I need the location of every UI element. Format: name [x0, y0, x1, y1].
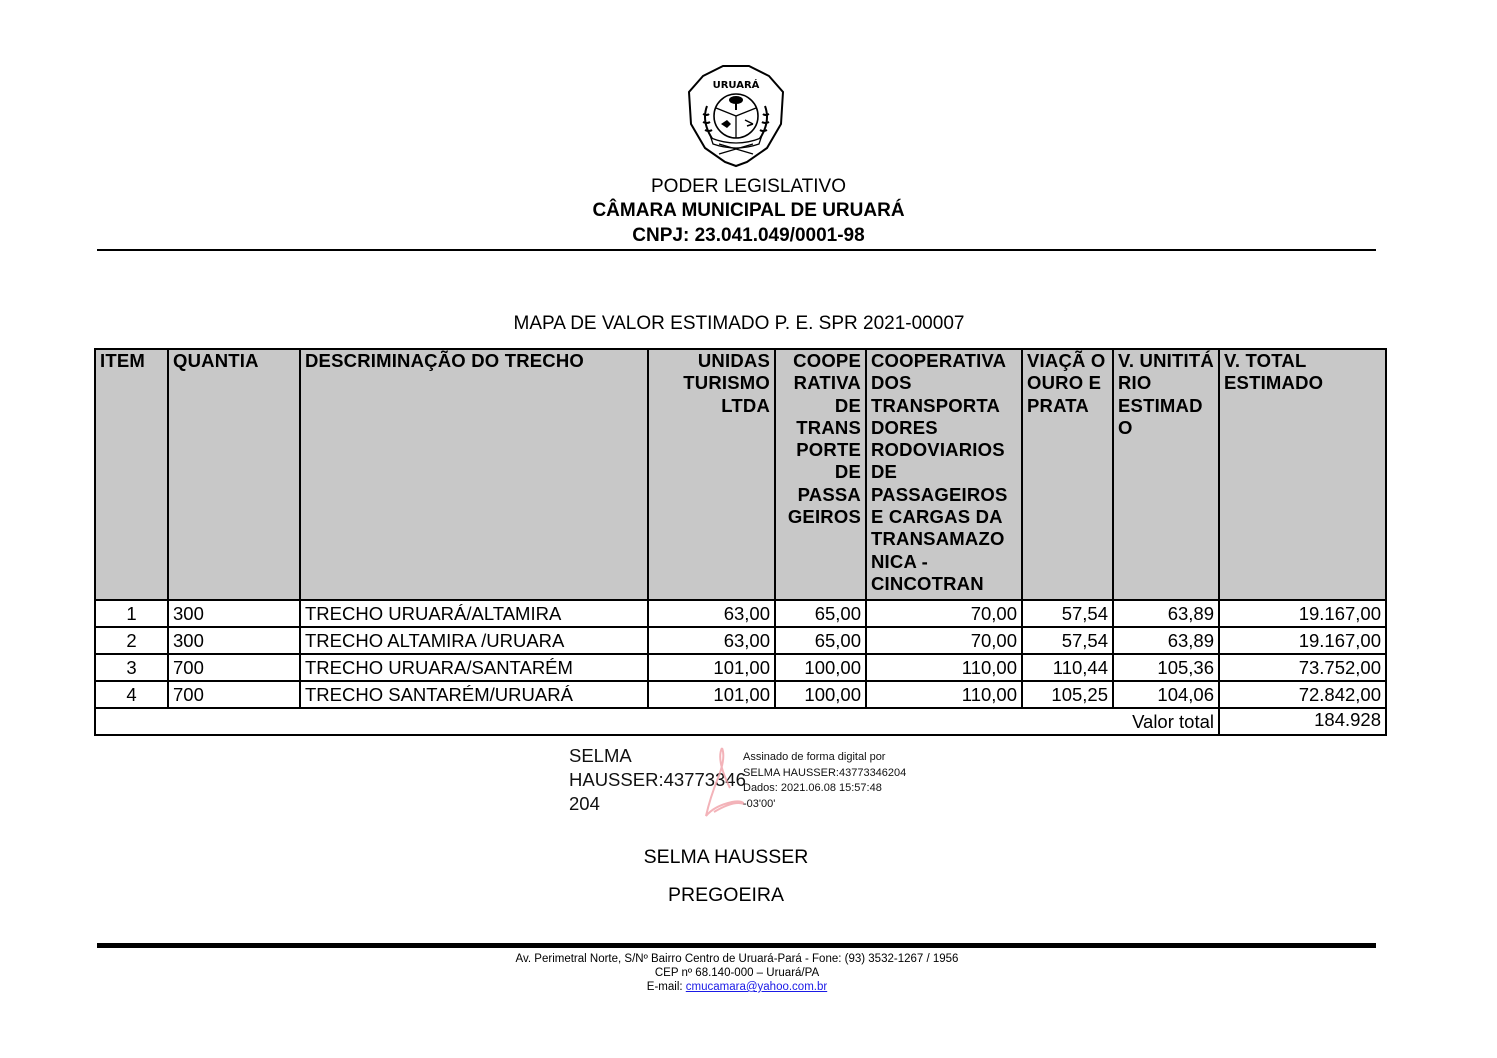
signer-name: SELMA HAUSSER — [643, 846, 809, 868]
cell-route: TRECHO URUARÁ/ALTAMIRA — [300, 600, 648, 627]
cell-item: 3 — [95, 654, 168, 681]
digital-signature-details — [743, 750, 906, 812]
cell-unidas: 63,00 — [648, 600, 775, 627]
cell-viacao: 105,25 — [1022, 681, 1113, 708]
cell-cooperativa: 100,00 — [775, 681, 866, 708]
cell-item: 4 — [95, 681, 168, 708]
signer-role: PREGOEIRA — [668, 884, 784, 906]
header-line-power: PODER LEGISLATIVO — [651, 176, 846, 197]
col-header-unit-value-label: V. UNITITÁ RIO ESTIMAD O — [1118, 350, 1214, 438]
cell-total-value: 19.167,00 — [1219, 600, 1386, 627]
cell-viacao: 57,54 — [1022, 600, 1113, 627]
signature-name-line: 204 — [569, 793, 600, 814]
footer-email-link[interactable]: cmucamara@yahoo.com.br — [685, 981, 828, 993]
col-header-unit-value — [1113, 349, 1219, 600]
coat-of-arms-icon — [683, 62, 789, 168]
footer-divider — [97, 943, 1376, 948]
cell-cooperativa: 100,00 — [775, 654, 866, 681]
table-row — [95, 600, 1386, 627]
cell-total-value: 19.167,00 — [1219, 627, 1386, 654]
col-header-route: DESCRIMINAÇÃO DO TRECHO — [300, 349, 648, 600]
signature-detail-line: Assinado de forma digital por — [743, 751, 886, 763]
cell-quantity: 300 — [168, 627, 300, 654]
cell-viacao: 110,44 — [1022, 654, 1113, 681]
document-title: MAPA DE VALOR ESTIMADO P. E. SPR 2021-00007 — [513, 313, 965, 334]
col-header-total-value — [1219, 349, 1386, 600]
table-row — [95, 627, 1386, 654]
header-line-chamber: CÂMARA MUNICIPAL DE URUARÁ — [592, 200, 905, 221]
col-header-cooperativa — [775, 349, 866, 600]
cell-route: TRECHO URUARA/SANTARÉM — [300, 654, 648, 681]
col-header-viacao-label: VIAÇÃ O OURO E PRATA — [1027, 350, 1106, 416]
footer-cep: CEP nº 68.140-000 – Uruará/PA — [654, 967, 820, 979]
col-header-total-value-label: V. TOTAL ESTIMADO — [1224, 350, 1324, 394]
footer-email-line — [0, 980, 1474, 994]
footer-address: Av. Perimetral Norte, S/Nº Bairro Centro de Uruará-Pará - Fone: (93) 3532-1267 / 1956 — [515, 953, 959, 965]
cell-cincotran: 70,00 — [866, 600, 1022, 627]
signature-name-line: HAUSSER:43773346 — [569, 769, 746, 790]
table-row — [95, 681, 1386, 708]
col-header-unidas-label: UNIDAS TURISMO LTDA — [683, 350, 770, 416]
total-label: Valor total — [95, 708, 1219, 735]
col-header-cincotran — [866, 349, 1022, 600]
cell-unit-value: 104,06 — [1113, 681, 1219, 708]
col-header-quantity: QUANTIA — [168, 349, 300, 600]
table-header-row — [95, 349, 1386, 600]
cell-item: 2 — [95, 627, 168, 654]
col-header-cincotran-label: COOPERATIVA DOS TRANSPORTA DORES RODOVIARIOS DE PASSAGEIROS E CARGAS DA TRANSAMAZO NICA - CINCOTRAN — [871, 350, 1008, 594]
signature-detail-line: -03'00' — [743, 797, 776, 810]
cell-unidas: 101,00 — [648, 654, 775, 681]
adobe-signature-watermark-icon — [700, 742, 744, 826]
cell-cooperativa: 65,00 — [775, 600, 866, 627]
cell-unidas: 63,00 — [648, 627, 775, 654]
signature-detail-line: Dados: 2021.06.08 15:57:48 — [743, 782, 882, 794]
cell-cincotran: 70,00 — [866, 627, 1022, 654]
cell-total-value: 72.842,00 — [1219, 681, 1386, 708]
header-divider — [97, 249, 1376, 251]
cell-total-value: 73.752,00 — [1219, 654, 1386, 681]
cell-quantity: 700 — [168, 681, 300, 708]
table-total-row — [95, 708, 1386, 735]
col-header-cooperativa-label: COOPE RATIVA DE TRANS PORTE DE PASSA GEIROS — [787, 350, 861, 528]
cell-unidas: 101,00 — [648, 681, 775, 708]
cell-item: 1 — [95, 600, 168, 627]
header-line-cnpj: CNPJ: 23.041.049/0001-98 — [632, 225, 865, 246]
cell-route: TRECHO ALTAMIRA /URUARA — [300, 627, 648, 654]
cell-quantity: 700 — [168, 654, 300, 681]
cell-quantity: 300 — [168, 600, 300, 627]
cell-unit-value: 63,89 — [1113, 600, 1219, 627]
cell-route: TRECHO SANTARÉM/URUARÁ — [300, 681, 648, 708]
signature-name-line: SELMA — [569, 745, 632, 766]
col-header-item: ITEM — [95, 349, 168, 600]
col-header-viacao — [1022, 349, 1113, 600]
table-row — [95, 654, 1386, 681]
footer-email-label: E-mail: — [646, 981, 686, 993]
cell-cincotran: 110,00 — [866, 681, 1022, 708]
price-estimate-table — [94, 348, 1387, 736]
cell-cooperativa: 65,00 — [775, 627, 866, 654]
col-header-unidas — [648, 349, 775, 600]
crest-text: URUARÁ — [712, 80, 760, 91]
cell-unit-value: 105,36 — [1113, 654, 1219, 681]
signature-detail-line: SELMA HAUSSER:43773346204 — [743, 766, 907, 779]
total-value: 184.928 — [1219, 708, 1386, 735]
cell-cincotran: 110,00 — [866, 654, 1022, 681]
cell-viacao: 57,54 — [1022, 627, 1113, 654]
cell-unit-value: 63,89 — [1113, 627, 1219, 654]
